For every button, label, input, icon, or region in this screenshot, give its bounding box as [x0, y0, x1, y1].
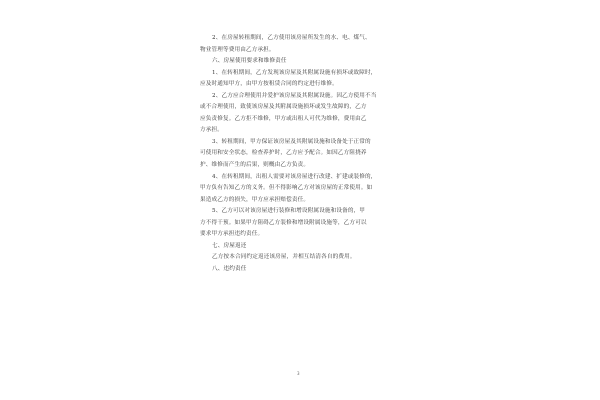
paragraph-line: 2、在房屋转租期间，乙方使用该房屋所发生的水、电、煤气、 [212, 35, 371, 41]
paragraph-line: 2、乙方应合理使用并爱护该房屋及其附属设施。因乙方使用不当 [212, 92, 377, 99]
paragraph-line: 3、转租期间，甲方保证该房屋及其附属设施和设备处于正常的 [212, 138, 371, 145]
paragraph-line: 方承担。 [200, 127, 223, 134]
paragraph-line: 可使用和安全状态，检查养护时，乙方应予配合。如因乙方阻挠养 [200, 150, 367, 157]
paragraph-line: 方不得干预。如果甲方阻碍乙方装修和增设附属设施等，乙方可以 [200, 219, 367, 226]
paragraph-line: 乙方按本合同约定返还该房屋，并相互结清各自的费用。 [212, 254, 356, 261]
paragraph-line: 或不合理使用，致使该房屋及其附属设施损坏或发生故障的，乙方 [200, 104, 367, 111]
section-heading: 七、房屋返还 [212, 242, 247, 249]
page-number: 3 [297, 371, 300, 376]
paragraph-line: 应及时通知甲方，由甲方按租赁合同的约定进行维修。 [200, 81, 338, 88]
paragraph-line: 应负责修复。乙方拒不维修，甲方或出租人可代为维修，费用由乙 [200, 115, 367, 122]
paragraph-line: 要求甲方承担违约责任。 [200, 231, 264, 238]
section-heading: 八、违约责任 [212, 265, 247, 272]
document-body [200, 33, 396, 275]
paragraph-line: 果造成乙方的损失，甲方应承担赔偿责任。 [200, 196, 310, 203]
paragraph-line: 护、维修而产生的后果，则概由乙方负责。 [200, 162, 310, 169]
paragraph-line: 物业管理等费用由乙方承担。 [200, 46, 275, 53]
section-heading: 六、房屋使用要求和维修责任 [212, 58, 287, 65]
paragraph-line: 1、在转租期间，乙方发现该房屋及其附属设施有损坏或故障时， [212, 69, 377, 76]
paragraph-line: 4、在转租期间，出租人需要对该房屋进行改建、扩建或装修的， [212, 173, 377, 180]
paragraph-line: 甲方负有告知乙方的义务。但不得影响乙方对该房屋的正常使用。如 [200, 185, 373, 192]
paragraph-line: 5、乙方可以对该房屋进行装修和增设附属设施和设备的，甲 [212, 208, 366, 215]
